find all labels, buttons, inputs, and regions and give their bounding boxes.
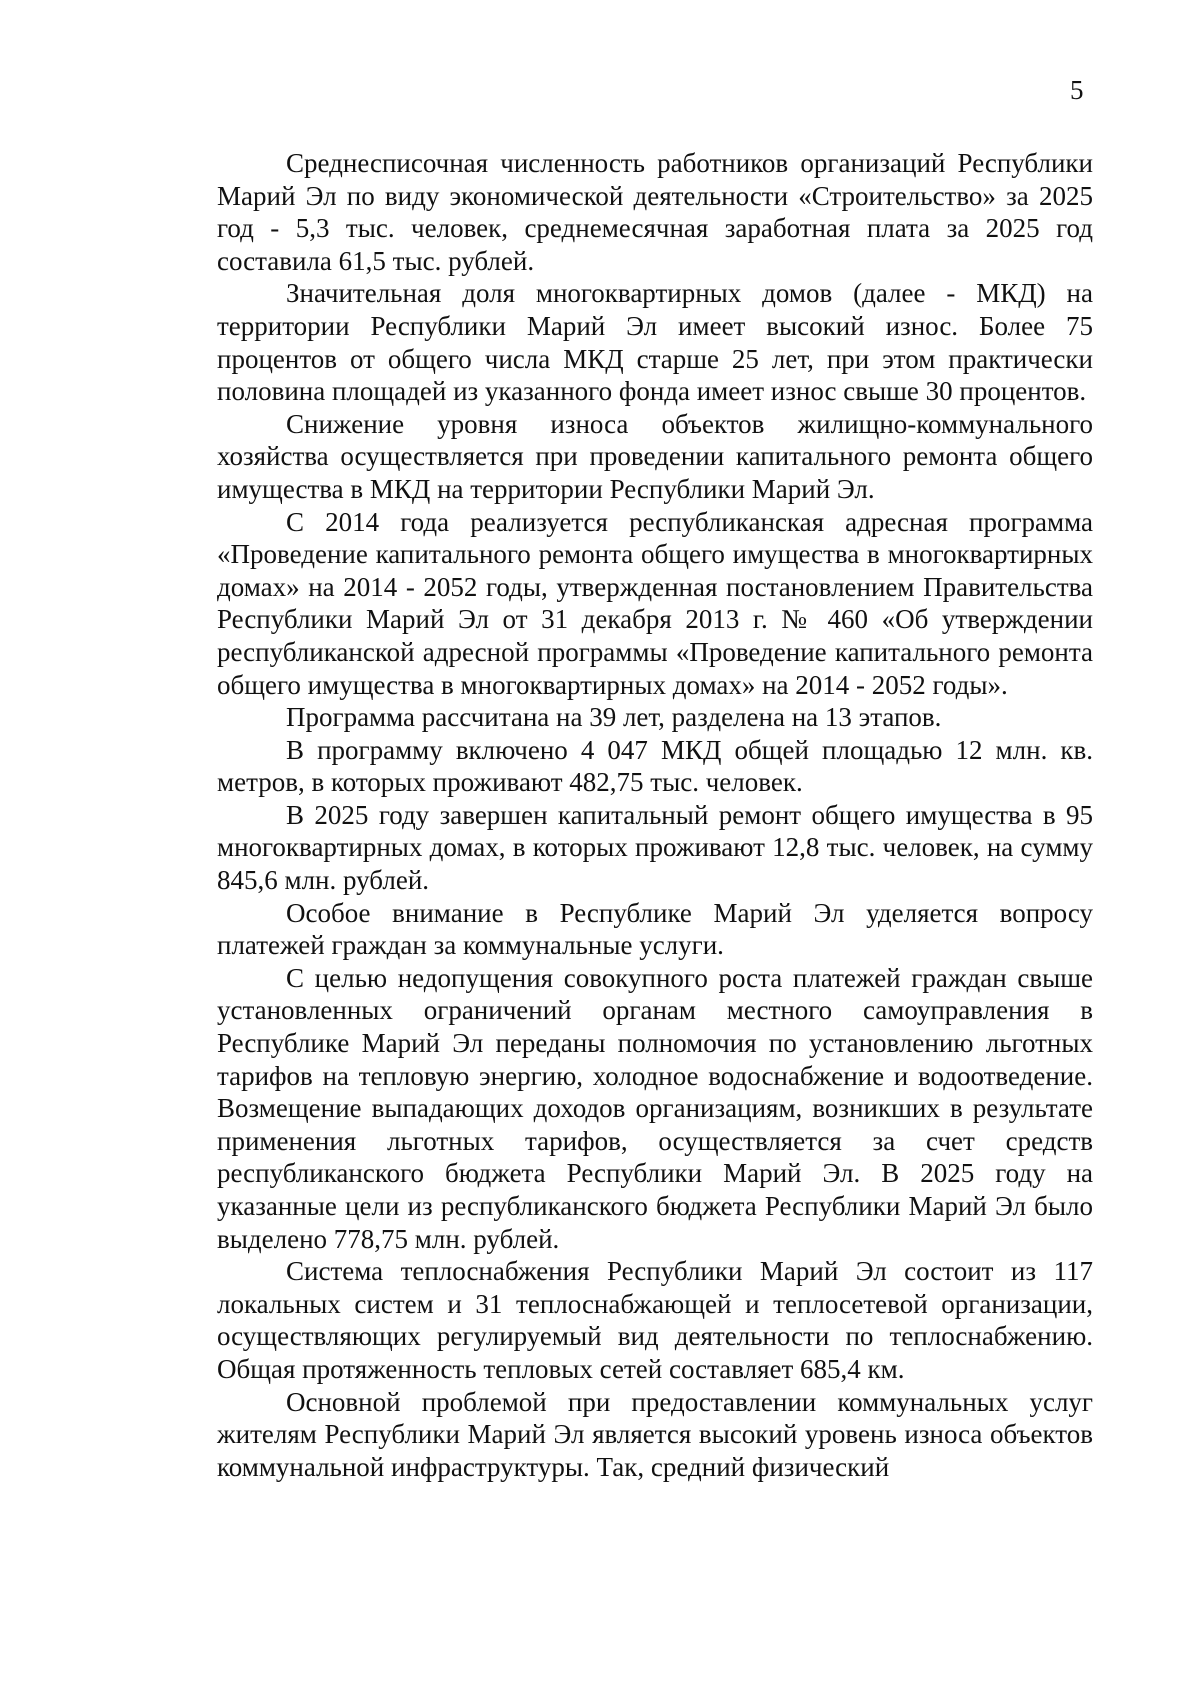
paragraph-housing-wear: Значительная доля многоквартирных домов (далее - МКД) на территории Республики Марий Эл имеет высокий износ. Более 75 процентов от общего числа МКД старше 25 лет, при этом практически половина площадей из указанного фонда имеет износ свыше 30 процентов. bbox=[217, 278, 1093, 407]
paragraph-heat-supply: Система теплоснабжения Республики Марий Эл состоит из 117 локальных систем и 31 теплоснабжающей и теплосетевой организации, осуществляющих регулируемый вид деятельности по теплоснабжению. Общая протяженность тепловых сетей составляет 685,4 км. bbox=[217, 1256, 1093, 1384]
paragraph-wear-reduction: Снижение уровня износа объектов жилищно-коммунального хозяйства осуществляется при проведении капитального ремонта общего имущества в МКД на территории Республики Марий Эл. bbox=[217, 408, 1093, 504]
paragraph-2025-repairs: В 2025 году завершен капитальный ремонт общего имущества в 95 многоквартирных домах, в которых проживают 12,8 тыс. человек, на сумму 845,6 млн. рублей. bbox=[217, 799, 1093, 896]
paragraph-employment: Среднесписочная численность работников организаций Республики Марий Эл по виду экономической деятельности «Строительство» за 2025 год - 5,3 тыс. человек, среднемесячная заработная плата за 2025 год составила 61,5 тыс. рублей. bbox=[217, 148, 1093, 276]
paragraph-repair-program: С 2014 года реализуется республиканская адресная программа «Проведение капитального ремонта общего имущества в многоквартирных домах» на 2014 - 2052 годы, утвержденная постановлением Правительства Республики Марий Эл от 31 декабря 2013 г. № 460 «Об утверждении республиканской адресной программы «Проведение капитального ремонта общего имущества в многоквартирных домах» на 2014 - 2052 годы». bbox=[217, 506, 1093, 700]
paragraph-infrastructure-wear: Основной проблемой при предоставлении коммунальных услуг жителям Республики Марий Эл является высокий уровень износа объектов коммунальной инфраструктуры. Так, средний физический bbox=[217, 1386, 1093, 1482]
paragraph-utility-payments: Особое внимание в Республике Марий Эл уделяется вопросу платежей граждан за коммунальные услуги. bbox=[217, 897, 1093, 961]
paragraph-program-duration: Программа рассчитана на 39 лет, разделена на 13 этапов. bbox=[286, 702, 942, 733]
page-number: 5 bbox=[1070, 75, 1084, 105]
paragraph-program-scope: В программу включено 4 047 МКД общей площадью 12 млн. кв. метров, в которых проживают 482,75 тыс. человек. bbox=[217, 734, 1093, 798]
document-body bbox=[217, 147, 1093, 1483]
paragraph-tariff-limits: С целью недопущения совокупного роста платежей граждан свыше установленных ограничений органам местного самоуправления в Республике Марий Эл переданы полномочия по установлению льготных тарифов на тепловую энергию, холодное водоснабжение и водоотведение. Возмещение выпадающих доходов организациям, возникших в результате применения льготных тарифов, осуществляется за счет средств республиканского бюджета Республики Марий Эл. В 2025 году на указанные цели из республиканского бюджета Республики Марий Эл было выделено 778,75 млн. рублей. bbox=[217, 962, 1093, 1254]
